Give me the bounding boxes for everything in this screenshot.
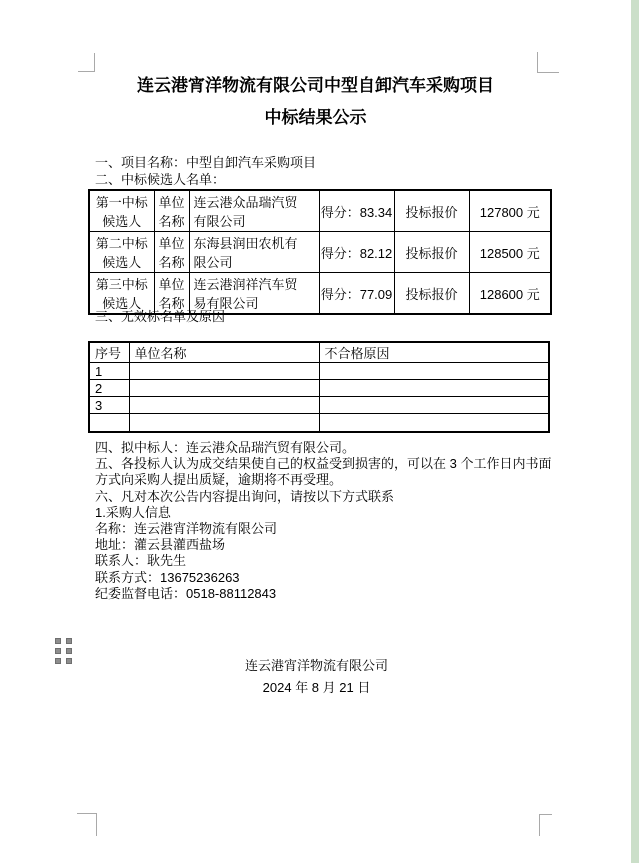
grip-dot-icon xyxy=(67,639,71,643)
margin-mark-bottom-left-icon xyxy=(77,813,97,836)
bid-label-cell: 投标报价 xyxy=(394,190,469,232)
unit-label-cell: 单位名称 xyxy=(154,232,189,273)
score-cell: 得分：83.34 xyxy=(319,190,394,232)
company-cell: 连云港众品瑞汽贸有限公司 xyxy=(189,190,319,232)
company-cell: 连云港润祥汽车贸易有限公司 xyxy=(189,273,319,315)
table-header-row xyxy=(89,342,549,363)
margin-mark-top-right-icon xyxy=(537,52,559,73)
col-header-reason: 不合格原因 xyxy=(319,342,549,363)
score-cell: 得分：77.09 xyxy=(319,273,394,315)
body-line: 联系方式：13675236263 xyxy=(95,569,240,585)
table-row xyxy=(89,380,549,397)
reason-cell xyxy=(319,414,549,432)
reason-cell xyxy=(319,363,549,380)
grip-dot-icon xyxy=(56,639,60,643)
body-text-block xyxy=(95,440,551,602)
title-block xyxy=(0,76,631,127)
invalid-bids-table xyxy=(88,341,550,433)
row-number-cell xyxy=(89,414,129,432)
body-line: 方式向采购人提出质疑，逾期将不再受理。 xyxy=(95,472,343,488)
section-heading-invalid-bids: 三、无效标名单及原因 xyxy=(95,309,226,324)
candidates-table xyxy=(88,189,552,315)
reason-cell xyxy=(319,397,549,414)
reason-cell xyxy=(319,380,549,397)
row-number-cell: 2 xyxy=(89,380,129,397)
rank-cell: 第一中标候选人 xyxy=(89,190,154,232)
body-line: 纪委监督电话：0518-88112843 xyxy=(95,585,277,601)
unit-name-cell xyxy=(129,380,319,397)
table-row xyxy=(89,363,549,380)
body-line: 名称：连云港宵洋物流有限公司 xyxy=(95,521,278,537)
rank-cell: 第二中标候选人 xyxy=(89,232,154,273)
unit-name-cell xyxy=(129,397,319,414)
price-cell: 128600 元 xyxy=(469,273,551,315)
row-number-cell: 1 xyxy=(89,363,129,380)
table-row xyxy=(89,397,549,414)
footer-date: 2024 年 8 月 21 日 xyxy=(262,680,371,695)
section-heading-candidate-list: 二、中标候选人名单： xyxy=(95,172,226,187)
grip-dot-icon xyxy=(56,649,60,653)
row-number-cell: 3 xyxy=(89,397,129,414)
unit-name-cell xyxy=(129,414,319,432)
page-title: 连云港宵洋物流有限公司中型自卸汽车采购项目 xyxy=(137,76,494,95)
footer-company: 连云港宵洋物流有限公司 xyxy=(244,658,388,673)
footer-block xyxy=(95,655,538,699)
body-line: 地址：灌云县灌西盐场 xyxy=(95,537,226,553)
grip-dot-icon xyxy=(67,659,71,663)
unit-label-cell: 单位名称 xyxy=(154,273,189,315)
col-header-unit: 单位名称 xyxy=(129,342,319,363)
body-line: 联系人：耿先生 xyxy=(95,553,187,569)
unit-label-cell: 单位名称 xyxy=(154,190,189,232)
body-line: 四、拟中标人：连云港众品瑞汽贸有限公司。 xyxy=(95,440,356,455)
margin-mark-top-left-icon xyxy=(78,53,95,72)
bid-label-cell: 投标报价 xyxy=(394,273,469,315)
table-row xyxy=(89,232,551,273)
margin-mark-bottom-right-icon xyxy=(539,814,552,836)
scrollbar[interactable] xyxy=(631,0,639,863)
company-cell: 东海县润田农机有限公司 xyxy=(189,232,319,273)
body-line: 五、各投标人认为成交结果使自己的权益受到损害的，可以在 3 个工作日内书面 xyxy=(95,456,552,472)
body-line: 六、凡对本次公告内容提出询问，请按以下方式联系 xyxy=(95,488,395,504)
page-subtitle: 中标结果公示 xyxy=(264,108,367,127)
bid-label-cell: 投标报价 xyxy=(394,232,469,273)
body-line: 1.采购人信息 xyxy=(95,504,171,520)
price-cell: 127800 元 xyxy=(469,190,551,232)
grip-dot-icon xyxy=(56,659,60,663)
grip-dot-icon xyxy=(67,649,71,653)
rank-cell: 第三中标候选人 xyxy=(89,273,154,315)
price-cell: 128500 元 xyxy=(469,232,551,273)
score-cell: 得分：82.12 xyxy=(319,232,394,273)
table-row xyxy=(89,414,549,432)
unit-name-cell xyxy=(129,363,319,380)
section-heading-project-name: 一、项目名称：中型自卸汽车采购项目 xyxy=(95,155,317,170)
table-row xyxy=(89,190,551,232)
drag-handle-icon[interactable] xyxy=(56,639,71,663)
col-header-no: 序号 xyxy=(89,342,129,363)
